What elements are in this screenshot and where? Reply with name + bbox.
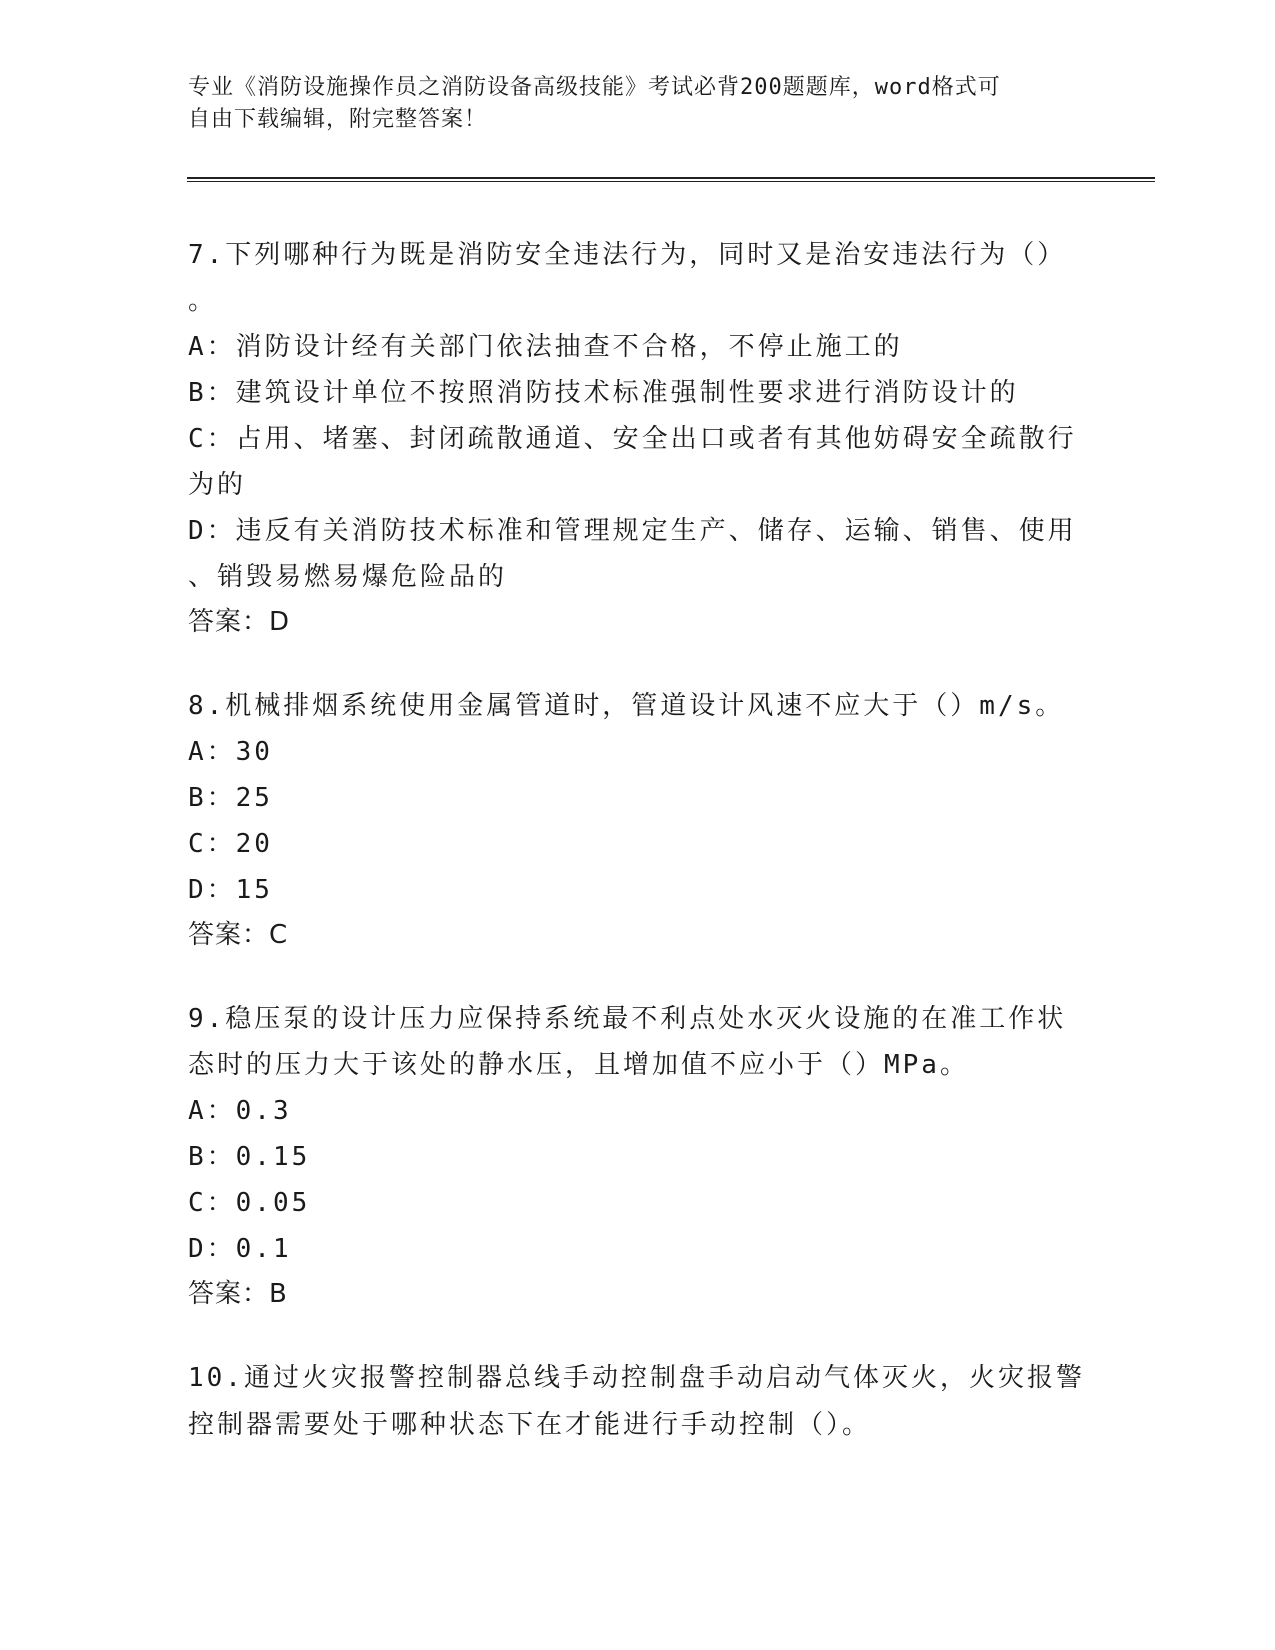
option-text: A：消防设计经有关部门依法抽查不合格，不停止施工的 [188, 332, 903, 362]
stem-line: 10.通过火灾报警控制器总线手动控制盘手动启动气体灭火，火灾报警 [188, 1363, 1085, 1393]
option-c: C：0.05 [188, 1188, 311, 1218]
question-8 [188, 683, 1088, 958]
option-d: D：0.1 [188, 1234, 292, 1264]
question-7 [188, 232, 1088, 645]
question-list [188, 232, 1088, 1487]
question-stem [188, 232, 1088, 324]
question-stem [188, 683, 1088, 729]
option-c: C：20 [188, 829, 273, 859]
answer-label: 答案：C [188, 920, 289, 950]
stem-line: 态时的压力大于该处的静水压，且增加值不应小于（）MPa。 [188, 1050, 969, 1080]
answer-label: 答案：B [188, 1279, 288, 1309]
header-line: 专业《消防设施操作员之消防设备高级技能》考试必背200题题库，word格式可 [188, 75, 1001, 100]
option-c [188, 416, 1088, 508]
option-b: B：25 [188, 783, 273, 813]
option-d [188, 508, 1088, 600]
option-text: C：占用、堵塞、封闭疏散通道、安全出口或者有其他妨碍安全疏散行 [188, 424, 1077, 454]
option-text: B：建筑设计单位不按照消防技术标准强制性要求进行消防设计的 [188, 378, 1019, 408]
stem-line: 9.稳压泵的设计压力应保持系统最不利点处水灭火设施的在准工作状 [188, 1004, 1067, 1034]
question-10 [188, 1355, 1088, 1449]
option-a: A：30 [188, 737, 273, 767]
option-text: D：违反有关消防技术标准和管理规定生产、储存、运输、销售、使用 [188, 516, 1077, 546]
answer-label: 答案：D [188, 607, 291, 637]
stem-line: 8.机械排烟系统使用金属管道时，管道设计风速不应大于（）m/s。 [188, 691, 1065, 721]
option-b [188, 370, 1088, 416]
option-text: 为的 [188, 470, 247, 500]
option-text: 、销毁易燃易爆危险品的 [188, 562, 508, 592]
header-divider-thin [187, 181, 1155, 182]
option-b: B：0.15 [188, 1142, 311, 1172]
page-header [188, 72, 1068, 136]
question-stem [188, 996, 1088, 1088]
question-9 [188, 996, 1088, 1317]
stem-line: 。 [188, 286, 218, 316]
header-divider-thick [187, 177, 1155, 179]
question-stem [188, 1355, 1088, 1449]
header-line: 自由下载编辑，附完整答案！ [188, 107, 488, 132]
option-a [188, 324, 1088, 370]
option-d: D：15 [188, 875, 273, 905]
stem-line: 7.下列哪种行为既是消防安全违法行为，同时又是治安违法行为（） [188, 240, 1067, 270]
stem-line: 控制器需要处于哪种状态下在才能进行手动控制（）。 [188, 1410, 872, 1440]
option-a: A：0.3 [188, 1096, 292, 1126]
